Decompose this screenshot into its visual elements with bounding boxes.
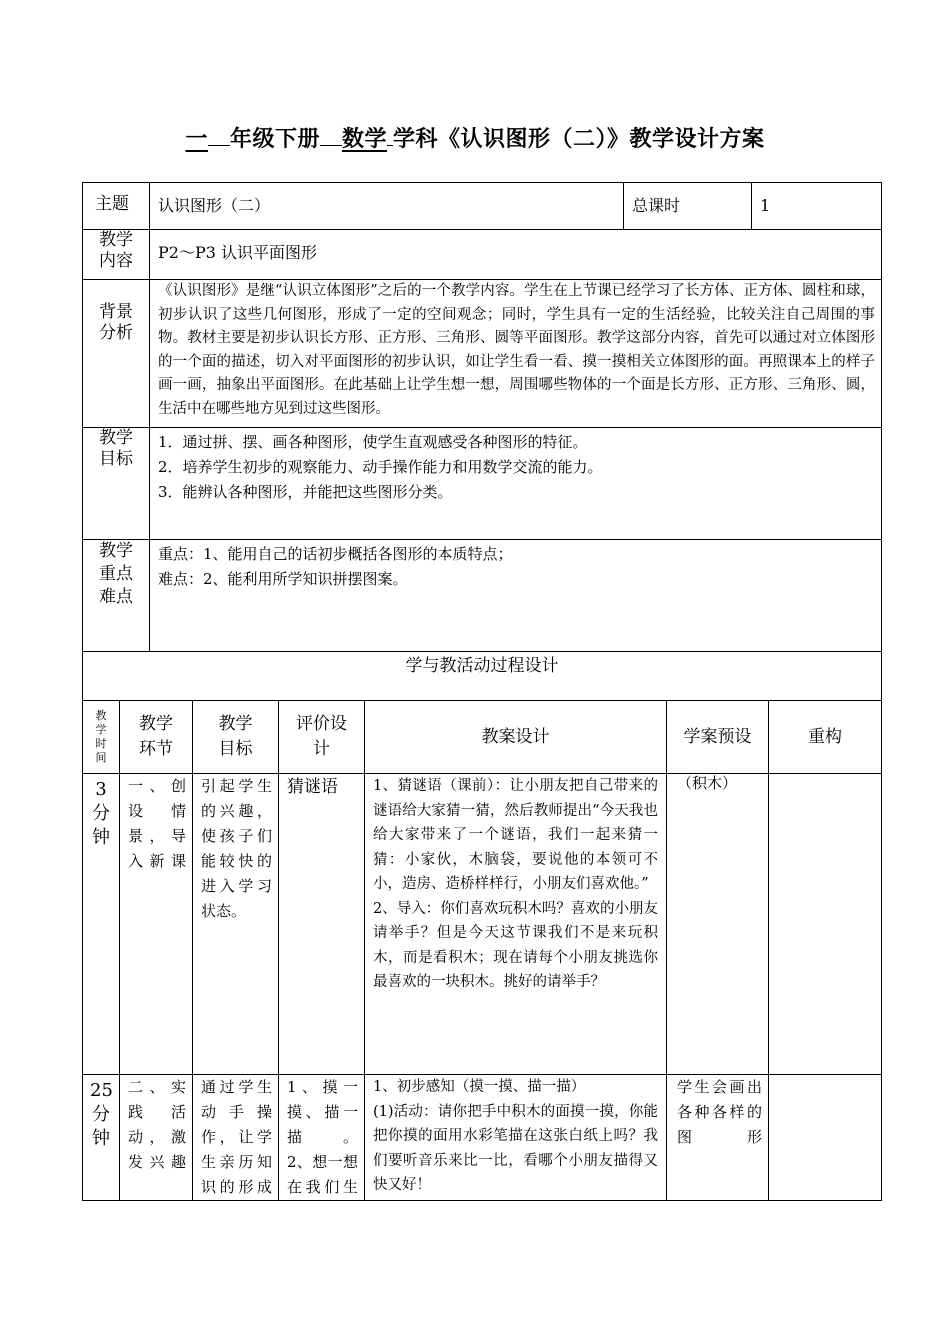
header-rebuild: 重构 bbox=[769, 701, 882, 774]
row-eval: 1、摸一摸、描一描。 2、想一想在我们生 bbox=[279, 1075, 365, 1201]
row-student: （积木） bbox=[667, 774, 769, 1075]
background-label: 背景分析 bbox=[83, 280, 150, 428]
title-subject: 数学 bbox=[342, 127, 388, 152]
title-part2: 学科《认识图形（二）》教学设计方案 bbox=[393, 127, 765, 152]
hours-value: 1 bbox=[752, 183, 882, 230]
goal-item: 2．培养学生初步的观察能力、动手操作能力和用数学交流的能力。 bbox=[158, 458, 603, 476]
lesson-info-table bbox=[82, 182, 882, 701]
goals-label: 教学目标 bbox=[83, 428, 150, 540]
page-title bbox=[0, 122, 950, 153]
row-goal: 通过学生动手操作，让学生亲历知识的形成 bbox=[193, 1075, 279, 1201]
row-plan: 1、初步感知（摸一摸、描一描） (1)活动：请你把手中积木的面摸一摸，你能把你摸的面用水彩笔描在这张白纸上吗？我们要听音乐来比一比，看哪个小朋友描得又快又好！ bbox=[365, 1075, 667, 1201]
content-label: 教学内容 bbox=[83, 230, 150, 280]
row-stage: 一、创设情景，导入新课 bbox=[120, 774, 193, 1075]
table-row bbox=[83, 774, 882, 1075]
title-underline-gap bbox=[320, 144, 342, 146]
row-rebuild bbox=[769, 1075, 882, 1201]
keypoints-list bbox=[150, 540, 882, 652]
section-title: 学与教活动过程设计 bbox=[83, 652, 882, 701]
row-time: 3分钟 bbox=[83, 774, 120, 1075]
header-goal: 教学目标 bbox=[193, 701, 279, 774]
row-stage: 二、实践活动，激发兴趣 bbox=[120, 1075, 193, 1201]
topic-value: 认识图形（二） bbox=[150, 183, 624, 230]
content-value: P2～P3 认识平面图形 bbox=[150, 230, 882, 280]
header-eval: 评价设计 bbox=[279, 701, 365, 774]
process-table bbox=[82, 700, 882, 1201]
goals-list bbox=[150, 428, 882, 540]
row-time: 25分钟 bbox=[83, 1075, 120, 1201]
header-stage: 教学环节 bbox=[120, 701, 193, 774]
background-text: 《认识图形》是继“认识立体图形”之后的一个教学内容。学生在上节课已经学习了长方体、正方体、圆柱和球，初步认识了这些几何图形，形成了一定的空间观念；同时，学生具有一定的生活经验，比较关注自己周围的事物。教材主要是初步认识长方形、正方形、三角形、圆等平面图形。教学这部分内容，首先可以通过对立体图形的一个面的描述，切入对平面图形的初步认识，如让学生看一看、摸一摸相关立体图形的面。再照课本上的样子画一画，抽象出平面图形。在此基础上让学生想一想，周围哪些物体的一个面是长方形、正方形、三角形、圆，生活中在哪些地方见到过这些图形。 bbox=[150, 280, 882, 428]
title-grade: 一 bbox=[185, 127, 208, 152]
row-goal: 引起学生的兴趣，使孩子们能较快的进入学习状态。 bbox=[193, 774, 279, 1075]
hours-label: 总课时 bbox=[624, 183, 752, 230]
row-plan: 1、猜谜语（课前）：让小朋友把自己带来的谜语给大家猜一猜，然后教师提出“今天我也给大家带来了一个谜语，我们一起来猜一猜：小家伙，木脑袋，要说他的本领可不小，造房、造桥样样行，小朋友们喜欢他。” 2、导入：你们喜欢玩积木吗？喜欢的小朋友请举手？但是今天这节课我们不是来玩积木，而是看积木；现在请每个小朋友挑选你最喜欢的一块积木。挑好的请举手？ bbox=[365, 774, 667, 1075]
keypoints-label: 教学重点难点 bbox=[83, 540, 150, 652]
row-rebuild bbox=[769, 774, 882, 1075]
keypoint-item: 重点：1、能用自己的话初步概括各图形的本质特点； bbox=[158, 545, 513, 563]
title-part1: 年级下册 bbox=[229, 127, 320, 152]
goal-item: 3．能辨认各种图形，并能把这些图形分类。 bbox=[158, 483, 453, 501]
row-eval: 猜谜语 bbox=[279, 774, 365, 1075]
keypoint-item: 难点：2、能利用所学知识拼摆图案。 bbox=[158, 570, 408, 588]
header-student: 学案预设 bbox=[667, 701, 769, 774]
title-underline-gap bbox=[208, 144, 230, 146]
table-row bbox=[83, 1075, 882, 1201]
header-plan: 教案设计 bbox=[365, 701, 667, 774]
row-student: 学生会画出各种各样的图形 bbox=[667, 1075, 769, 1201]
topic-label: 主题 bbox=[83, 183, 150, 230]
goal-item: 1．通过拼、摆、画各种图形，使学生直观感受各种图形的特征。 bbox=[158, 433, 588, 451]
header-time: 教学时间 bbox=[83, 701, 120, 774]
